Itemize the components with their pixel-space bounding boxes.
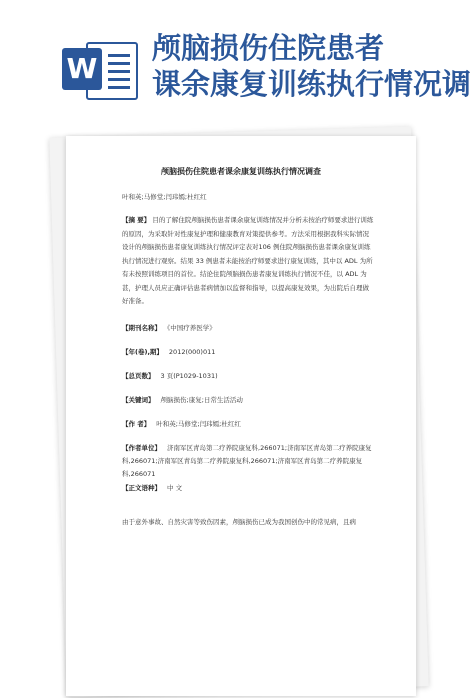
field-value: 2012(000)011 xyxy=(168,348,216,356)
abstract-label: 【摘 要】 xyxy=(122,216,151,224)
field-language xyxy=(122,482,374,495)
abstract xyxy=(122,214,374,309)
word-badge: W xyxy=(62,48,102,90)
field-label: 【作 者】 xyxy=(122,420,151,428)
field-label: 【正文语种】 xyxy=(122,484,161,492)
field-authors xyxy=(122,418,374,431)
abstract-text: 目的了解住院颅脑损伤患者课余康复训练情况并分析未按治疗师要求进行训练的原因，为采取针对性康复护理和健康教育对策提供参考。方法采用根据我科实际情况设计的颅脑损伤患者康复训练执行情况评定表对106 例住院颅脑损伤患者课余康复训练执行情况进行观察。结果 33 例患者未能按治疗师要求进行康复训练，其中以 ADL 为所有未按照训练项目的首位。结论住院颅脑损伤患者康复训练执行情况不佳，以 ADL 为甚，护理人员应正确评估患者病情加以监督和指导，以提高康复效果，为出院后自理做好准备。 xyxy=(122,216,374,305)
field-value: 叶和英;马修堂;闫玮嫣;杜红红 xyxy=(156,420,241,428)
banner-title xyxy=(152,30,474,102)
body-text: 由于意外事故、自然灾害等致伤因素，颅脑损伤已成为我国创伤中的常见病，且病 xyxy=(122,518,356,526)
banner-title-line2: 课余康复训练执行情况调 xyxy=(152,67,472,101)
document-title: 颅脑损伤住院患者课余康复训练执行情况调查 xyxy=(161,167,321,176)
field-value: 3 页(P1029-1031) xyxy=(160,372,218,380)
banner-title-line1: 颅脑损伤住院患者 xyxy=(152,31,385,65)
field-label: 【总页数】 xyxy=(122,372,155,380)
field-keywords xyxy=(122,394,374,407)
field-journal xyxy=(122,322,374,335)
field-value: 济南军区青岛第二疗养院康复科,266071;济南军区青岛第二疗养院康复科,266071;济南军区青岛第二疗养院康复科,266071;济南军区青岛第二疗养院康复科,266071 xyxy=(122,444,372,478)
authors-line: 叶和英;马修堂;闫玮嫣;杜红红 xyxy=(122,193,207,201)
field-label: 【期刊名称】 xyxy=(122,324,161,332)
field-label: 【关键词】 xyxy=(122,396,155,404)
document-page xyxy=(66,136,416,696)
field-value: 中 文 xyxy=(167,484,183,492)
field-value: 颅脑损伤;康复;日常生活活动 xyxy=(160,396,243,404)
field-value: 《中国疗养医学》 xyxy=(167,324,216,332)
field-year-volume xyxy=(122,346,374,359)
word-icon xyxy=(62,38,136,100)
field-label: 【作者单位】 xyxy=(122,444,161,452)
field-affiliation xyxy=(122,442,374,481)
banner xyxy=(0,0,474,135)
field-label: 【年(卷),期】 xyxy=(122,348,163,356)
field-pages xyxy=(122,370,374,383)
